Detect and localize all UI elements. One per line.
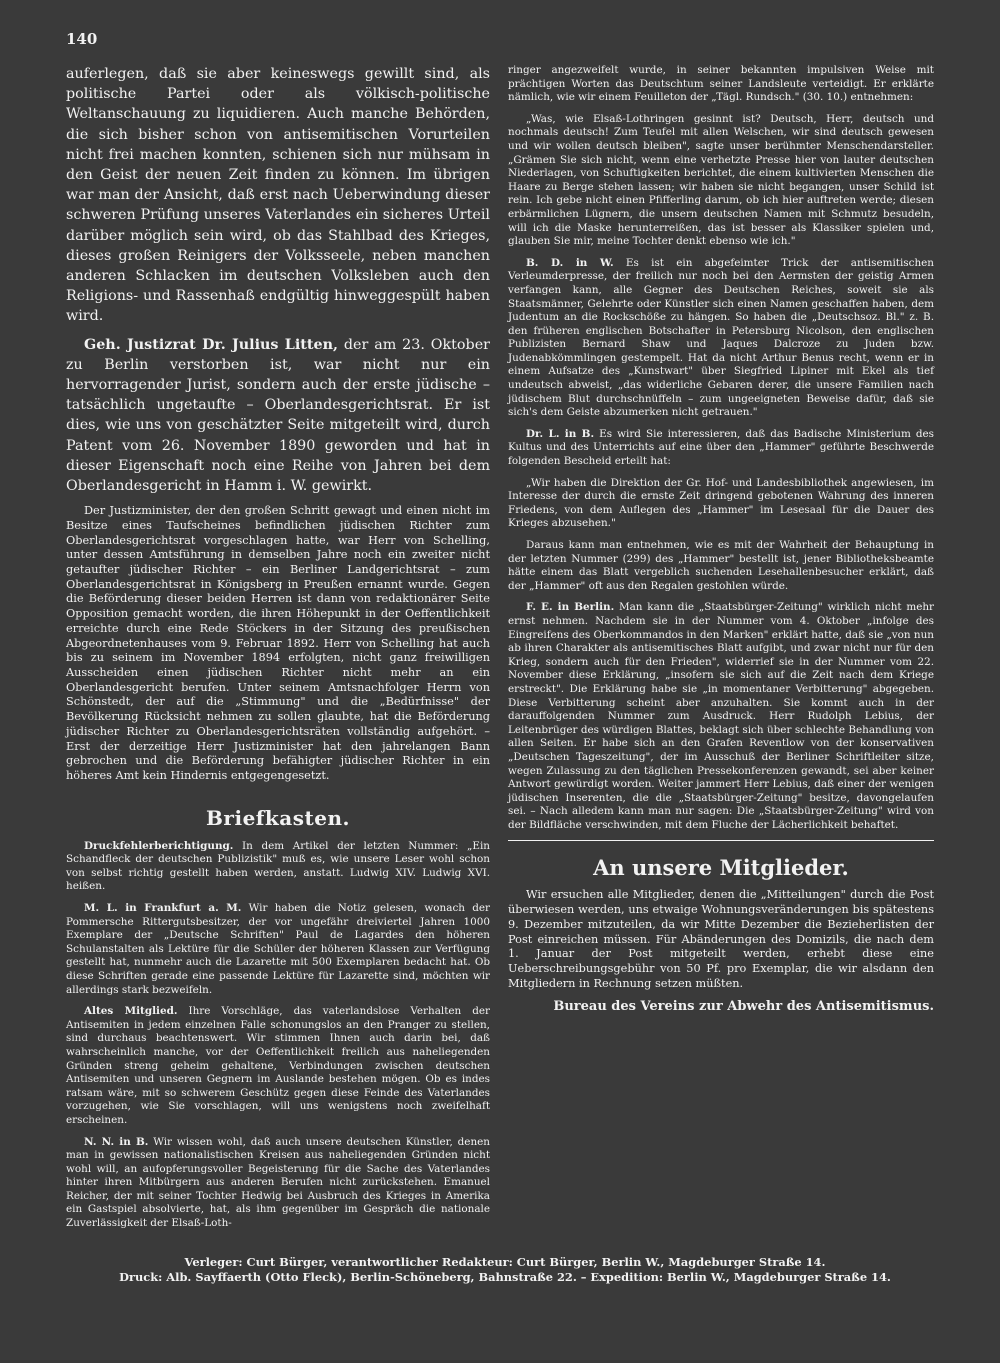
letter-dl [508, 428, 934, 469]
dl-body: Es wird Sie interessieren, daß das Badische Ministerium des Kultus und des Unterrichts auf eine über den „Hammer" geführte Beschwerde folgenden Bescheid erteilt hat: [508, 427, 935, 468]
paragraph-litten-note: Der Justizminister, der den großen Schritt gewagt und einen nicht im Besitze eines Taufscheines befindlichen jüdischen Richter zum Oberlandesgerichtsrat vorgeschlagen hatte, war Herr von Schelling, unter dessen Amtsführung in demselben Jahre noch ein zweiter nicht getaufter jüdischer Richter – ein Berliner Landgerichtsrat – zum Oberlandesgerichtsrat in Königsberg in Preußen ernannt wurde. Gegen die Beförderung dieser beiden Herren ist dann von redaktionärer Seite Opposition gemacht worden, die ihren Höhepunkt in der Oeffentlichkeit erreichte durch eine Rede Stöckers in der Sitzung des preußischen Abgeordnetenhauses vom 9. Februar 1892. Herr von Schelling hat auch bis zu seinem im November 1894 erfolgten, nicht ganz freiwilligen Ausscheiden einen jüdischen Richter nicht mehr an ein Oberlandesgericht berufen. Unter seinem Amtsnachfolger Herrn von Schönstedt, der auf die „Stimmung" und die „Bedürfnisse" der Bevölkerung Rücksicht nehmen zu sollen glaubte, hat die Beförderung jüdischer Richter zu Oberlandesgerichtsräten vollständig aufgehört. – Erst der derzeitige Herr Justizminister hat den jahrelangen Bann gebrochen und die Beförderung befähigter jüdischer Richter in ein höheres Amt kein Hindernis entgegengesetzt. [66, 504, 490, 782]
mitglieder-heading: An unsere Mitglieder. [593, 855, 849, 881]
footer-printer: Druck: Alb. Sayffaerth (Otto Fleck), Berlin-Schöneberg, Bahnstraße 22. – Expedition: Berlin W., Magdeburger Straße 14. [119, 1270, 891, 1284]
druck-body: In dem Artikel der letzten Nummer: „Ein Schandfleck der deutschen Publizistik" muß es, wie unsere Leser wohl schon von selbst richtig gestellt haben werden, anstatt. Ludwig XIV. Ludwig XVI. heißen. [66, 839, 490, 893]
quote-ministerium: „Wir haben die Direktion der Gr. Hof- und Landesbibliothek angewiesen, im Interesse der durch die ernste Zeit dringend gebotenen Wahrung des inneren Friedens, von dem Auflegen des „Hammer" im Lesesaal für die Dauer des Krieges abzusehen." [508, 476, 934, 530]
bd-body: Es ist ein abgefeimter Trick der antisemitischen Verleumderpresse, der freilich nur noch bei den Aermsten der geistig Armen verfangen kann, alle Gegner des Deutschen Reiches, soweit sie als Staatsmänner, Gelehrte oder Künstler sich einen Namen geschaffen haben, dem Judentum an die Rockschöße zu hängen. So haben die „Deutschsoz. Bl." z. B. den früheren englischen Botschafter in Petersburg Nicolson, den englischen Publizisten Bernard Shaw und Jaques Dalcroze zu Juden bzw. Judenabkömmlingen gestempelt. Hat da nicht Arthur Benus recht, wenn er in einem Aufsatze des „Kunstwart" über Siegfried Lipiner mit Ekel als tief undeutsch abweist, „das widerliche Gebaren derer, die unsere Familien nach jüdischem Blut durchschnüffeln – zum ungeeigneten Beweise dafür, daß sie sich's dem Geiste abzumerken nicht getrauen." [508, 256, 934, 419]
druck-lead: Druckfehlerberichtigung. [84, 839, 234, 852]
bd-lead: B. D. in W. [526, 256, 614, 269]
paragraph-reicher-cont: ringer angezweifelt wurde, in seiner bekannten impulsiven Weise mit prächtigen Worten das Deutschtum seiner Landsleute verteidigt. Er erklärte nämlich, wie wir einem Feuilleton der „Tägl. Rundsch." (30. 10.) entnehmen: [508, 64, 934, 104]
imprint-footer [70, 1255, 940, 1285]
litten-lead: Geh. Justizrat Dr. Julius Litten, [84, 336, 338, 353]
letter-altes-mitglied [66, 1005, 490, 1127]
litten-body: der am 23. Oktober zu Berlin verstorben ist, war nicht nur ein hervorragender Jurist, sondern auch der erste jüdische – tatsächlich ungetaufte – Oberlandesgerichtsrat. Er ist dies, wie uns von geschätzter Seite mitgeteilt wird, durch Patent vom 26. November 1890 geworden und hat in dieser Eigenschaft noch eine Reihe von Jahren bei dem Oberlandesgericht in Hamm i. W. gewirkt. [66, 336, 490, 495]
letter-nn [66, 1136, 490, 1231]
letter-bd [508, 257, 934, 420]
page-number: 140 [66, 30, 98, 48]
altes-lead: Altes Mitglied. [84, 1005, 178, 1018]
ml-lead: M. L. in Frankfurt a. M. [84, 902, 242, 914]
right-column [508, 64, 934, 1014]
ml-body: Wir haben die Notiz gelesen, wonach der Pommersche Rittergutsbesitzer, der vor ungefähr dreiviertel Jahren 1000 Exemplare der „Deutsche Schriften" Paul de Lagardes den höheren Schulanstalten als Lektüre für die Schüler der höheren Klassen zur Verfügung gestellt hat, nunmehr auch die Lazarette mit 500 Exemplaren bedacht hat. Ob diese Schriften gerade eine passende Lektüre für Lazarette sind, möchten wir allerdings stark bezweifeln. [66, 902, 490, 996]
left-column [66, 64, 490, 1239]
dl-lead: Dr. L. in B. [526, 427, 595, 440]
paragraph-intro-tail: auferlegen, daß sie aber keineswegs gewillt sind, als politische Partei oder als völkisch-politische Weltanschauung zu liquidieren. Auch manche Behörden, die sich bisher schon von antisemitischen Vorurteilen nicht frei machen konnten, schienen sich nur mühsam in den Geist der neuen Zeit finden zu können. Im übrigen war man der Ansicht, daß erst nach Ueberwindung dieser schweren Prüfung unseres Vaterlandes ein sicheres Urteil darüber möglich sein wird, ob das Stahlbad des Krieges, dieses großen Reinigers der Volksseele, neben manchen anderen Schlacken im deutschen Volksleben auch den Religions- und Rassenhaß endgültig hinweggespült haben wird. [66, 66, 490, 325]
paragraph-litten [66, 335, 490, 497]
fe-body: Man kann die „Staatsbürger-Zeitung" wirklich nicht mehr ernst nehmen. Nachdem sie in der Nummer vom 4. Oktober „infolge des Eingreifens des Oberkommandos in den Marken" erklärt hatte, daß sie „von nun ab ihren Charakter als antisemitisches Blatt aufgibt, und zwar nicht nur für den Krieg, sondern auch für den Frieden", widerrief sie in der Nummer vom 22. November diese Erklärung, „insofern sie sich auf die Zeit nach dem Kriege erstreckt". Die Erklärung habe sie „in momentaner Verbitterung" abgegeben. Diese Verbitterung scheint aber anzuhalten. Sie kommt auch in der darauffolgenden Nummer zum Ausdruck. Herr Rudolph Lebius, der Leitenbrüger des würdigen Blattes, beklagt sich über schlechte Behandlung von allen Seiten. Er habe sich an den Grafen Reventlow von der konservativen „Deutschen Tageszeitung", der im Ausschuß der Berliner Schriftleiter sitze, wegen Zulassung zu den täglichen Pressekonferenzen gewandt, sei aber keiner Antwort gewürdigt worden. Weiter jammert Herr Lebius, daß einer der wenigen jüdischen Inserenten, die die „Staatsbürger-Zeitung" besitze, davongelaufen sei. – Nach alledem kann man nur sagen: Die „Staatsbürger-Zeitung" wird von der Bildfläche verschwinden, mit dem Fluche der Lächerlichkeit behaftet. [508, 601, 934, 831]
nn-lead: N. N. in B. [84, 1135, 149, 1148]
letter-druckfehler [66, 840, 490, 894]
paragraph-dl-tail: Daraus kann man entnehmen, wie es mit der Wahrheit der Behauptung in der letzten Nummer (299) des „Hammer" bestellt ist, jener Bibliotheksbeamte hätte einem das Blatt vergeblich suchenden Lesehallenbesucher erklärt, daß der „Hammer" oft aus den Regalen gestohlen würde. [508, 539, 934, 592]
section-divider [508, 840, 934, 841]
briefkasten-heading: Briefkasten. [206, 805, 350, 830]
fe-lead: F. E. in Berlin. [526, 601, 615, 614]
quote-reicher: „Was, wie Elsaß-Lothringen gesinnt ist? Deutsch, Herr, deutsch und nochmals deutsch! Zum Teufel mit allen Welschen, wir sind deutsch gewesen und wir wollen deutsch bleiben", sagte unser berühmter Menschendarsteller. „Grämen Sie sich nicht, wenn eine verhetzte Presse hier von lauter deutschen Niederlagen, von Schuftigkeiten berichtet, die einem kultivierten Menschen die Haare zu Berge stehen lassen; wir haben sie nicht begangen, unser Schild ist rein. Ich gebe nicht einen Pfifferling darum, ob ich hier auftreten werde; diesen erbärmlichen Lügnern, die unsern deutschen Namen mit Schmutz besudeln, will ich die Maske herunterreißen, das ist besser als Klassiker spielen und, glauben Sie mir, meine Tochter denkt ebenso wie ich." [508, 112, 934, 248]
letter-ml [66, 902, 490, 997]
nn-body: Wir wissen wohl, daß auch unsere deutschen Künstler, denen man in gewissen nationalistischen Kreisen aus naheliegenden Gründen nicht wohl will, an aufopferungsvoller Begeisterung für die Sache des Vaterlandes hinter ihren Mitbürgern aus anderen Berufen nicht zurückstehen. Emanuel Reicher, der mit seiner Tochter Hedwig bei Ausbruch des Krieges in Amerika ein Gastspiel absolvierte, hat, als ihm gegenüber im Gespräch die nationale Zuverlässigkeit der Elsaß-Loth- [66, 1135, 490, 1230]
altes-body: Ihre Vorschläge, das vaterlandslose Verhalten der Antisemiten in jedem einzelnen Falle schonungslos an den Pranger zu stellen, sind durchaus beachtenswert. Wir stimmen Ihnen auch darin bei, daß wahrscheinlich manche, vor der Oeffentlichkeit freilich aus naheliegenden Gründen streng geheim gehaltene, Verbindungen zwischen deutschen Antisemiten und unseren Gegnern im Auslande bestehen mögen. Ob es indes ratsam wäre, mit so schwerem Geschütz gegen diese Feinde des Vaterlandes vorzugehen, wie Sie vorschlagen, will uns wenigstens noch zweifelhaft erscheinen. [66, 1005, 490, 1126]
footer-publisher: Verleger: Curt Bürger, verantwortlicher Redakteur: Curt Bürger, Berlin W., Magdeburger Straße 14. [184, 1255, 826, 1269]
letter-fe [508, 601, 934, 832]
signature: Bureau des Vereins zur Abwehr des Antisemitismus. [553, 999, 934, 1015]
mitglieder-notice: Wir ersuchen alle Mitglieder, denen die „Mitteilungen" durch die Post überwiesen werden, uns etwaige Wohnungsveränderungen bis spätestens 9. Dezember mitzuteilen, da wir Mitte Dezember die Bezieherlisten der Post einreichen müssen. Für Abänderungen des Domizils, die nach dem 1. Januar der Post mitgeteilt werden, erhebt diese eine Ueberschreibungsgebühr von 50 Pf. pro Exemplar, die wir alsdann den Mitgliedern in Rechnung setzen müßten. [508, 888, 934, 990]
